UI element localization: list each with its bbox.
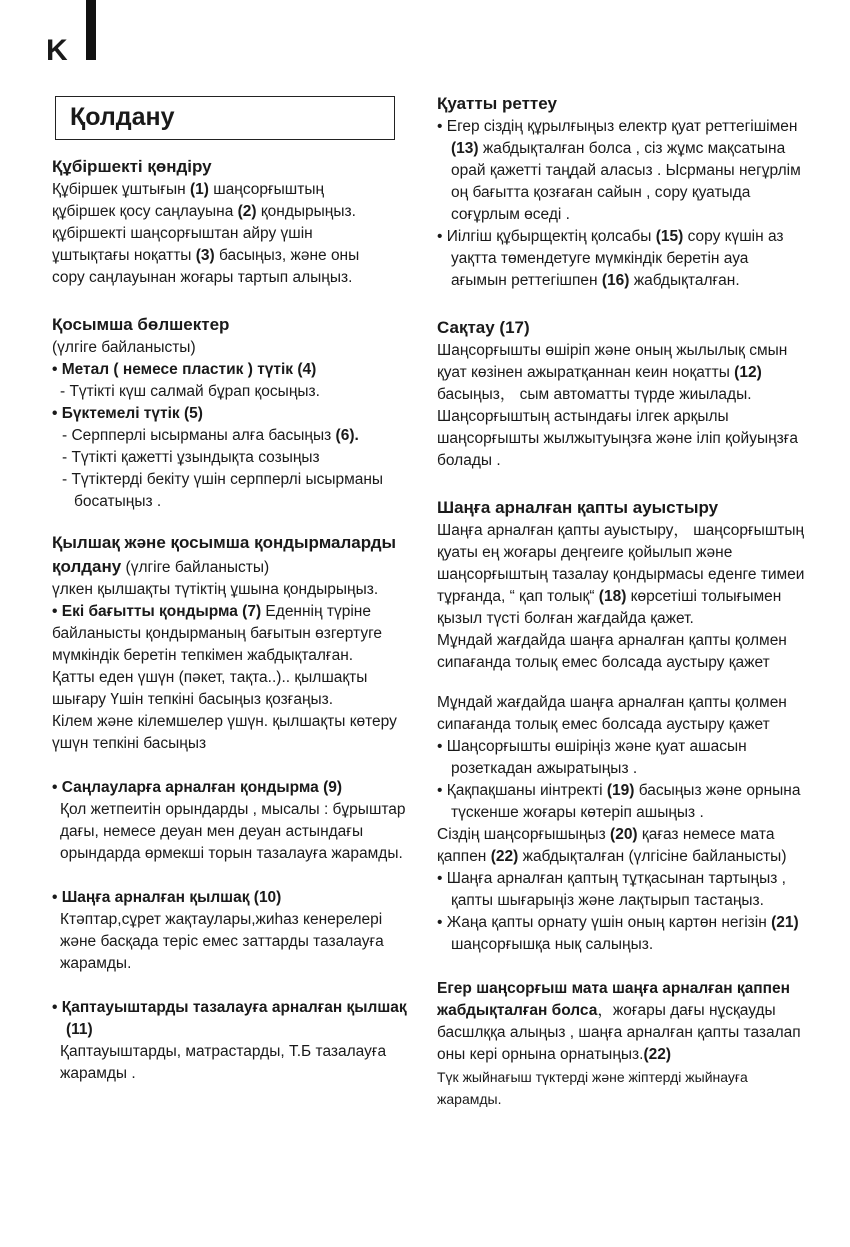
dust-bag-text: Мұндай жағдайда шаңға арналған қапты қолмен сипағанда толық емес болсада аустыру қажет <box>437 632 787 671</box>
dust-brush-text: Ктәптар,сұрет жақтаулары,жиһаз кенерелері және басқада теріс емес заттарды тазалауға жарамды. <box>60 911 384 972</box>
right-column <box>437 92 807 1110</box>
power-control-bullet: • Иілгіш құбырщектің қолсабы (15) сору күшін аз уақтта төмендетуге мүмкіндік беретін ауа ағымын реттегішпен (16) жабдықталған. <box>437 228 784 289</box>
left-column <box>52 155 412 1085</box>
brushes-section <box>52 531 412 755</box>
dust-bag-text: Мұндай жағдайда шаңға арналған қапты қолмен сипағанда толық емес болсада аустыру қажет <box>437 694 787 733</box>
lint-picker-text: Түк жыйнағыш түктерді және жіптерді жыйнауға жарамды. <box>437 1069 748 1107</box>
hose-attach-line: ұштықтағы ноқатты (3) басыңыз, және оны <box>52 247 360 264</box>
dust-bag-text: Сіздің шаңсорғышыңыз (20) қағаз немесе мата қаппен (22) жабдықталған (үлгісіне байланысты) <box>437 826 787 865</box>
accessories-section <box>52 313 412 513</box>
power-control-bullet: • Егер сіздің құрылғыңыз електр қуат реттегішімен (13) жабдықталған болса , сіз жұмс мақсатына орай қажетті таңдай аласыз . Ысрманы негұрлім оң бағытта қозғаған сайын , сору қуатыда соғұрлым өседі . <box>437 118 801 223</box>
upholstery-brush-section <box>52 997 412 1085</box>
accessories-note: (үлгіге байланысты) <box>52 339 196 356</box>
dust-bag-bullet: • Шаңға арналған қаптың тұтқасынан тартыңыз , қапты шығарыңіз және лақтырып тастаңыз. <box>437 870 786 909</box>
telescopic-step: - Түтіктерді бекіту үшін серпперлі ысырманы босатыңыз . <box>62 471 384 510</box>
crevice-tool-text: Қол жетпеитін орындарды , мысалы : бұрыштар дағы, немесе деуан мен деуан астындағы орындарда өрмекші торын тазалауға жарамды. <box>60 801 406 862</box>
page-title-box <box>55 96 395 140</box>
hose-attach-line: құбіршек қосу саңлауына (2) қондырыңыз. <box>52 203 356 220</box>
hose-attach-heading: Құбіршекті қөндіру <box>52 157 212 176</box>
telescopic-step: - Серпперлі ысырманы алға басыңыз (6). <box>62 427 359 444</box>
cloth-bag-section <box>437 978 807 1110</box>
dust-bag-bullet: • Шаңсорғышты өшіріңіз және қуат ашасын розеткадан ажыратыңыз . <box>437 738 747 777</box>
crevice-tool-heading: • Саңлауларға арналған қондырма (9) <box>52 779 343 796</box>
two-way-nozzle-text: • Екі бағытты қондырма (7) Еденнің түріне байланысты қондырманың бағытын өзгертуге мүмкіндік беретін тепкімен жабдықталған. <box>52 603 383 664</box>
hose-attach-line: Құбіршек ұштығын (1) шаңсорғыштың <box>52 181 325 198</box>
dust-bag-section <box>437 496 807 956</box>
hard-floor-text: Қатты еден үшүн (пәкет, тақта..).. қылшақты шығару Үшін тепкіні басыңыз қозғаңыз. <box>52 669 368 708</box>
carpet-text: Кілем және кілемшелер үшүн. қылшақты көтеру үшүн тепкіні басыңыз <box>52 713 397 752</box>
storage-heading: Сақтау (17) <box>437 318 530 337</box>
storage-section <box>437 316 807 472</box>
section-tab-bar <box>86 0 96 60</box>
upholstery-brush-heading: • Қаптауыштарды тазалауға арналған қылшақ (11) <box>52 999 407 1038</box>
telescopic-tube-item: • Бүктемелі түтік (5) <box>52 405 203 422</box>
power-control-section <box>437 92 807 292</box>
dust-bag-bullet: • Қақпақшаны иінтректі (19) басыңыз және орнына түскенше жоғары көтеріп ашыңыз . <box>437 782 801 821</box>
dust-bag-bullet: • Жаңа қапты орнату үшін оның картөн негізін (21) шаңсорғышқа нық салыңыз. <box>437 914 799 953</box>
crevice-tool-section <box>52 777 412 865</box>
dust-bag-text: Шаңға арналған қапты ауыстыру， шаңсорғыштың қуаты ең жоғары деңгеиге қойылып және шаңсорғыштың тазалау қондырмасы еденге тимеи тұрғанда, “ қап толық“ (18) көрсетіші толығымен қызыл түсті болған жағдайда қажет. <box>437 522 805 627</box>
hose-attach-line: құбіршекті шаңсорғыштан айру үшін <box>52 225 313 242</box>
storage-text: Шаңсорғышты өшіріп және оның жылылық смын қуат көзінен ажыратқаннан кеин ноқатты (12) басыңыз， сым автоматты түрде жиылады. Шаңсорғыштың астындағы ілгек арқылы шаңсорғышты жылжытуыңзға және іліп қойуыңзға болады . <box>437 342 799 469</box>
upholstery-brush-text: Қаптауыштарды, матрастарды, Т.Б тазалауға жарамды . <box>60 1043 387 1082</box>
power-control-heading: Қуатты реттеу <box>437 94 557 113</box>
telescopic-step: - Түтікті қажетті ұзындықта созыңыз <box>62 449 320 466</box>
metal-tube-item: • Метал ( немесе пластик ) түтік (4) <box>52 361 317 378</box>
accessories-heading: Қосымша бөлшектер <box>52 315 230 334</box>
brushes-heading: Қылшақ және қосымша қондырмаларды қолдану (үлгіге байланысты) <box>52 533 397 576</box>
hose-attach-line: сору саңлауынан жоғары тартып алыңыз. <box>52 269 353 286</box>
brushes-line: үлкен қылшақты түтіктің ұшына қондырыңыз. <box>52 581 379 598</box>
metal-tube-instruction: - Түтікті күш салмай бұрап қосыңыз. <box>60 383 320 400</box>
dust-brush-section <box>52 887 412 975</box>
dust-brush-heading: • Шаңға арналған қылшақ (10) <box>52 889 282 906</box>
cloth-bag-text: Егер шаңсорғыш мата шаңға арналған қаппен жабдықталған болса，жоғары дағы нұсқауды басшлққа алыңыз , шаңға арналған қапты тазалап оны кері орнына орнатыңыз.(22) <box>437 980 801 1063</box>
dust-bag-heading: Шаңға арналған қапты ауыстыру <box>437 498 719 517</box>
language-marker: K <box>46 34 68 67</box>
hose-attach-section <box>52 155 412 289</box>
page-title: Қолдану <box>70 103 175 131</box>
